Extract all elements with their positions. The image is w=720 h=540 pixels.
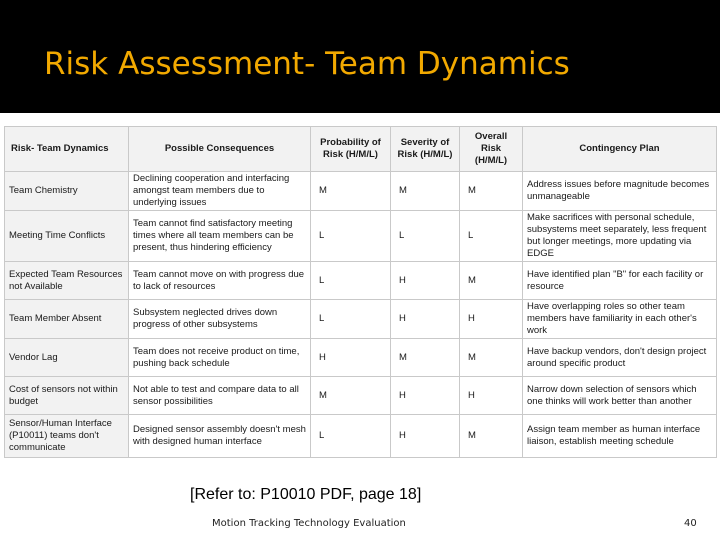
severity-cell: M: [391, 339, 460, 377]
risk-cell: Cost of sensors not within budget: [5, 377, 129, 415]
severity-cell: H: [391, 262, 460, 300]
reference-caption: [Refer to: P10010 PDF, page 18]: [190, 486, 422, 503]
probability-cell: M: [311, 377, 391, 415]
probability-cell: L: [311, 300, 391, 339]
header-risk: Risk- Team Dynamics: [5, 127, 129, 172]
header-consequences: Possible Consequences: [129, 127, 311, 172]
risk-cell: Sensor/Human Interface (P10011) teams don't communicate: [5, 415, 129, 458]
consequence-cell: Designed sensor assembly doesn't mesh with designed human interface: [129, 415, 311, 458]
overall-cell: H: [460, 300, 523, 339]
overall-cell: M: [460, 172, 523, 211]
page-number: 40: [684, 518, 697, 529]
title-bar: [0, 0, 720, 113]
severity-cell: H: [391, 300, 460, 339]
overall-cell: M: [460, 339, 523, 377]
consequence-cell: Team cannot move on with progress due to lack of resources: [129, 262, 311, 300]
risk-assessment-table: [4, 126, 717, 458]
header-contingency: Contingency Plan: [523, 127, 717, 172]
table-row: [5, 415, 717, 458]
header-probability: Probability of Risk (H/M/L): [311, 127, 391, 172]
severity-cell: L: [391, 211, 460, 262]
header-overall: Overall Risk (H/M/L): [460, 127, 523, 172]
overall-cell: M: [460, 415, 523, 458]
plan-cell: Have backup vendors, don't design project around specific product: [523, 339, 717, 377]
probability-cell: L: [311, 211, 391, 262]
risk-cell: Vendor Lag: [5, 339, 129, 377]
slide-title: Risk Assessment- Team Dynamics: [44, 46, 570, 82]
consequence-cell: Team cannot find satisfactory meeting times where all team members can be present, thus hindering efficiency: [129, 211, 311, 262]
table-row: [5, 300, 717, 339]
plan-cell: Make sacrifices with personal schedule, subsystems meet separately, less frequent but longer meetings, more updating via EDGE: [523, 211, 717, 262]
consequence-cell: Not able to test and compare data to all sensor possibilities: [129, 377, 311, 415]
risk-table-container: [4, 126, 716, 468]
severity-cell: M: [391, 172, 460, 211]
consequence-cell: Team does not receive product on time, pushing back schedule: [129, 339, 311, 377]
table-row: [5, 339, 717, 377]
plan-cell: Address issues before magnitude becomes unmanageable: [523, 172, 717, 211]
severity-cell: H: [391, 377, 460, 415]
table-row: [5, 377, 717, 415]
probability-cell: H: [311, 339, 391, 377]
probability-cell: L: [311, 415, 391, 458]
probability-cell: M: [311, 172, 391, 211]
severity-cell: H: [391, 415, 460, 458]
plan-cell: Have identified plan "B" for each facility or resource: [523, 262, 717, 300]
table-header-row: [5, 127, 717, 172]
footer-text: Motion Tracking Technology Evaluation: [212, 518, 406, 529]
header-severity: Severity of Risk (H/M/L): [391, 127, 460, 172]
consequence-cell: Subsystem neglected drives down progress of other subsystems: [129, 300, 311, 339]
overall-cell: L: [460, 211, 523, 262]
risk-cell: Meeting Time Conflicts: [5, 211, 129, 262]
plan-cell: Narrow down selection of sensors which one thinks will work better than another: [523, 377, 717, 415]
plan-cell: Assign team member as human interface liaison, establish meeting schedule: [523, 415, 717, 458]
probability-cell: L: [311, 262, 391, 300]
risk-cell: Team Chemistry: [5, 172, 129, 211]
table-row: [5, 262, 717, 300]
consequence-cell: Declining cooperation and interfacing amongst team members due to underlying issues: [129, 172, 311, 211]
plan-cell: Have overlapping roles so other team members have familiarity in each other's work: [523, 300, 717, 339]
risk-cell: Expected Team Resources not Available: [5, 262, 129, 300]
table-row: [5, 211, 717, 262]
table-row: [5, 172, 717, 211]
overall-cell: H: [460, 377, 523, 415]
risk-cell: Team Member Absent: [5, 300, 129, 339]
overall-cell: M: [460, 262, 523, 300]
